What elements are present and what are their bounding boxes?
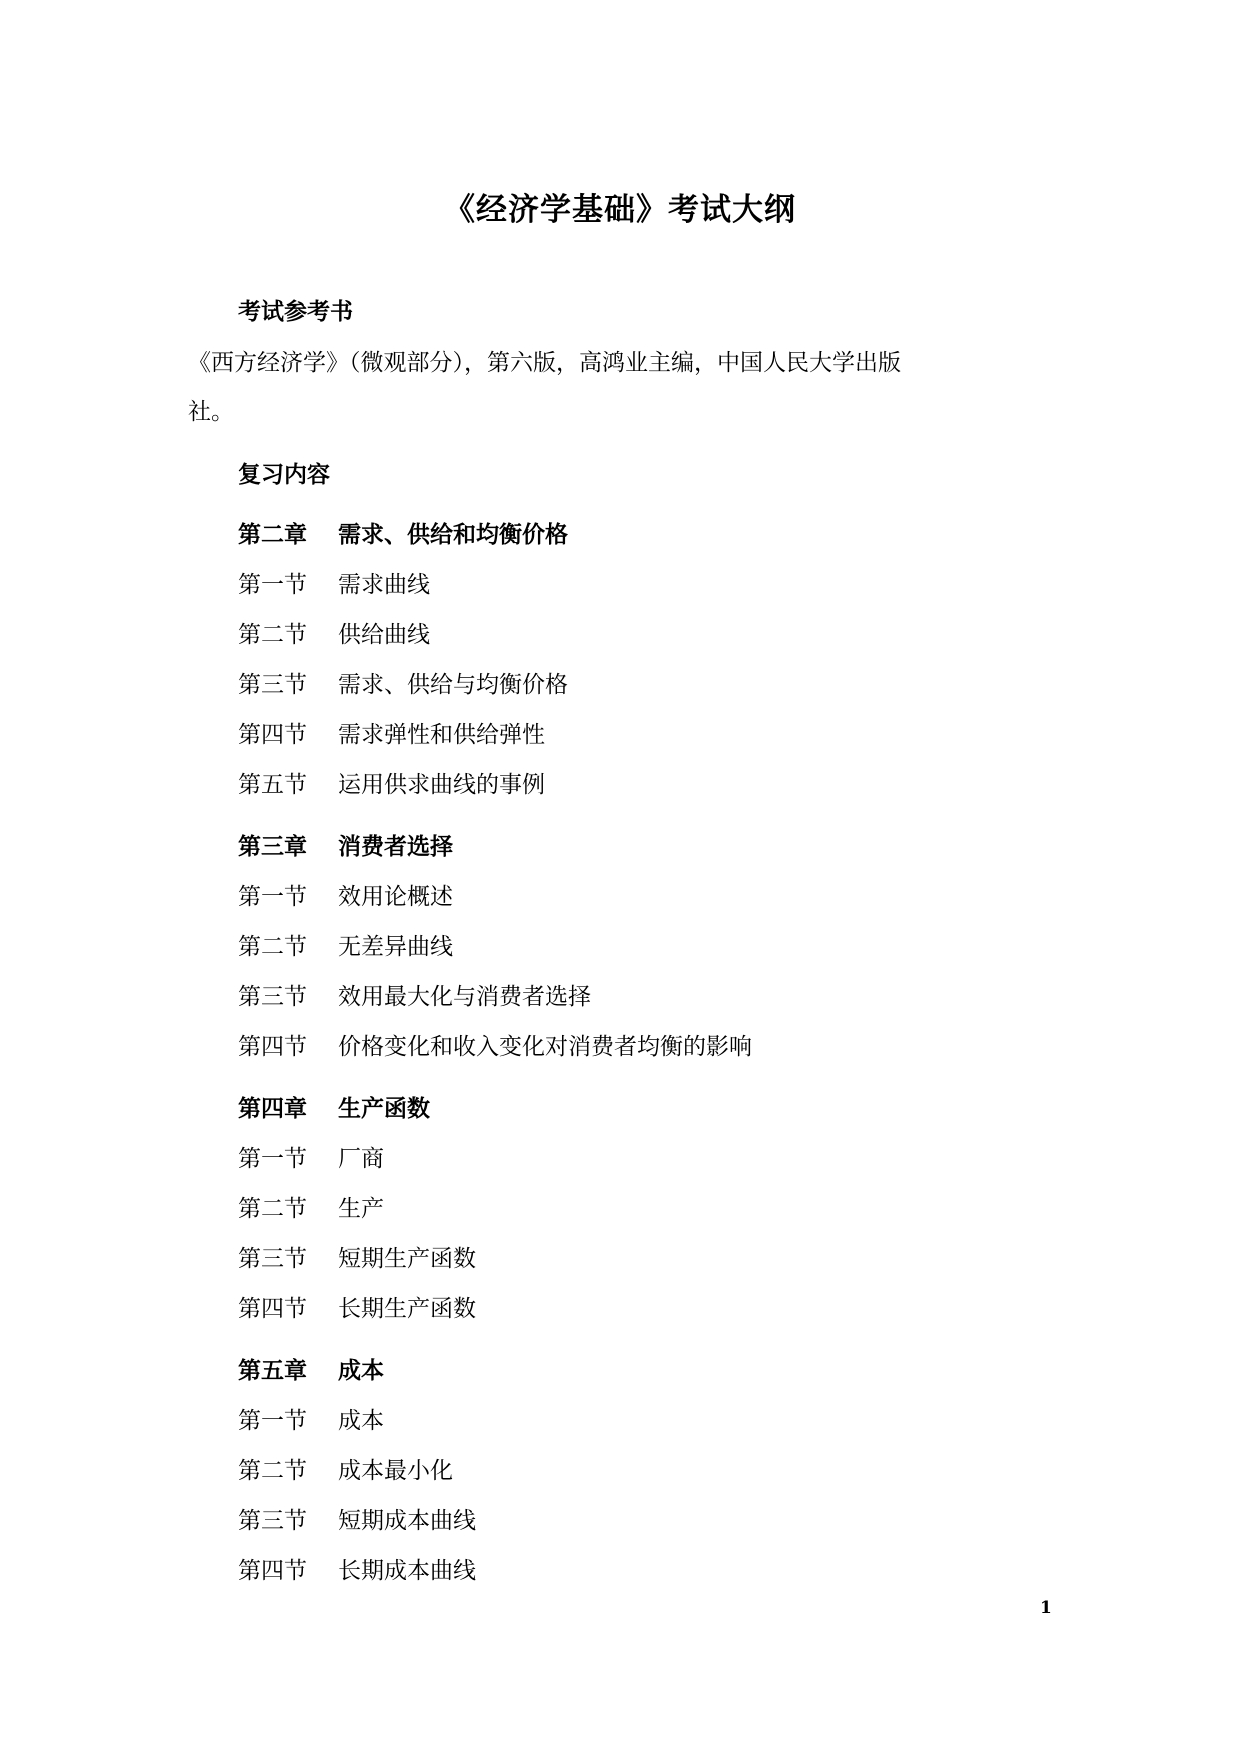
- chapter-title: 需求、供给和均衡价格: [338, 522, 568, 548]
- section-title: 需求弹性和供给弹性: [338, 722, 545, 748]
- section-item: [238, 1406, 384, 1436]
- section-number: 第三节: [238, 1246, 307, 1272]
- section-title: 运用供求曲线的事例: [338, 772, 545, 798]
- section-item: [238, 1294, 476, 1324]
- section-number: 第一节: [238, 1146, 307, 1172]
- chapter-title: 成本: [338, 1358, 384, 1384]
- section-title: 长期生产函数: [338, 1296, 476, 1322]
- section-title: 成本最小化: [338, 1458, 453, 1484]
- section-title: 无差异曲线: [338, 934, 453, 960]
- section-title: 短期成本曲线: [338, 1508, 476, 1534]
- section-item: [238, 620, 430, 650]
- section-item: [238, 982, 591, 1012]
- section-number: 第二节: [238, 622, 307, 648]
- chapter-heading: [238, 832, 453, 862]
- section-number: 第四节: [238, 1296, 307, 1322]
- section-title: 生产: [338, 1196, 384, 1222]
- section-item: [238, 1194, 384, 1224]
- section-number: 第二节: [238, 1458, 307, 1484]
- section-title: 成本: [338, 1408, 384, 1434]
- section-number: 第一节: [238, 572, 307, 598]
- section-item: [238, 882, 453, 912]
- section-item: [238, 720, 545, 750]
- reference-heading: 考试参考书: [238, 299, 353, 325]
- chapter-heading: [238, 520, 568, 550]
- document-title: 《经济学基础》考试大纲: [444, 192, 796, 228]
- section-number: 第二节: [238, 934, 307, 960]
- section-item: [238, 570, 430, 600]
- section-title: 效用最大化与消费者选择: [338, 984, 591, 1010]
- chapter-heading: [238, 1356, 384, 1386]
- section-title: 短期生产函数: [338, 1246, 476, 1272]
- section-title: 需求曲线: [338, 572, 430, 598]
- section-number: 第五节: [238, 772, 307, 798]
- section-number: 第一节: [238, 884, 307, 910]
- chapter-title: 生产函数: [338, 1096, 430, 1122]
- section-item: [238, 770, 545, 800]
- reference-text-line-1: 《西方经济学》（微观部分），第六版，高鸿业主编，中国人民大学出版: [188, 350, 901, 376]
- section-number: 第四节: [238, 722, 307, 748]
- section-title: 效用论概述: [338, 884, 453, 910]
- section-item: [238, 1456, 453, 1486]
- section-number: 第四节: [238, 1034, 307, 1060]
- section-item: [238, 1556, 476, 1586]
- review-heading: 复习内容: [238, 462, 330, 488]
- section-title: 价格变化和收入变化对消费者均衡的影响: [338, 1034, 752, 1060]
- reference-text-line-2: 社。: [188, 399, 234, 425]
- section-number: 第四节: [238, 1558, 307, 1584]
- chapter-heading: [238, 1094, 430, 1124]
- section-number: 第三节: [238, 672, 307, 698]
- chapter-number: 第四章: [238, 1096, 307, 1122]
- section-title: 需求、供给与均衡价格: [338, 672, 568, 698]
- section-item: [238, 670, 568, 700]
- section-item: [238, 932, 453, 962]
- section-item: [238, 1506, 476, 1536]
- section-number: 第三节: [238, 1508, 307, 1534]
- chapter-number: 第五章: [238, 1358, 307, 1384]
- section-title: 供给曲线: [338, 622, 430, 648]
- chapter-number: 第三章: [238, 834, 307, 860]
- section-item: [238, 1144, 384, 1174]
- section-number: 第二节: [238, 1196, 307, 1222]
- section-number: 第一节: [238, 1408, 307, 1434]
- section-number: 第三节: [238, 984, 307, 1010]
- chapter-title: 消费者选择: [338, 834, 453, 860]
- page-number: 1: [1040, 1598, 1052, 1618]
- section-title: 厂商: [338, 1146, 384, 1172]
- section-item: [238, 1032, 752, 1062]
- section-item: [238, 1244, 476, 1274]
- section-title: 长期成本曲线: [338, 1558, 476, 1584]
- chapter-number: 第二章: [238, 522, 307, 548]
